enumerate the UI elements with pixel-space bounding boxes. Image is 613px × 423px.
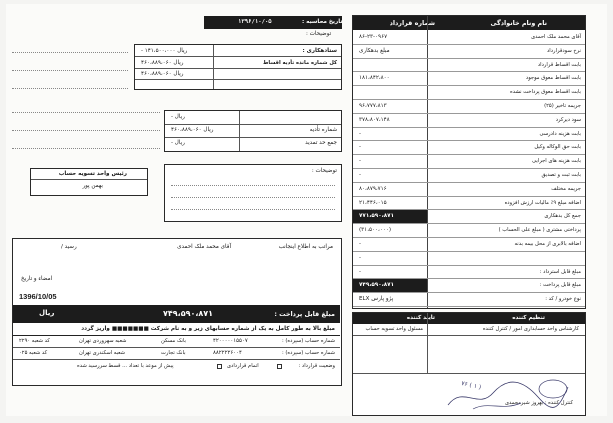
account-1-branch: شعبه سهروردی تهران — [79, 338, 127, 344]
right-row-label: جمع کل بدهکاری — [544, 213, 581, 220]
right-row-value: - — [359, 241, 362, 247]
descriptions-box — [164, 164, 342, 222]
guide-line — [12, 148, 160, 149]
doc-date-value: ۱۳۹۶/۱۰/۰۵ — [238, 19, 272, 25]
summary-box — [134, 44, 342, 90]
mid-value-1: ریال - — [171, 114, 185, 120]
right-row-value: - — [359, 144, 362, 151]
summary-value-3: ریال ۴۶۰،۸۸۹،۰۶۰ — [141, 71, 184, 77]
row-divider — [353, 223, 585, 224]
transfer-instruction: مبلغ بالا به طور کامل به یک از شماره حسابهای زیر و به نام شرکت ■■■■■■■ واریز گردد — [81, 326, 335, 332]
settlement-head-title: رئیس واحد تسویه حساب — [58, 171, 127, 177]
right-row-value: ۲۱،۴۴۶،۰۱۵ — [359, 199, 387, 206]
right-row-label: بابت ثبت و تصدیق — [541, 172, 581, 178]
right-row-label: نرخ سودقرارداد — [547, 47, 581, 54]
account-2-branch: شعبه اسکندری تهران — [79, 350, 125, 356]
client-text: آقای محمد ملک احمدی — [177, 244, 231, 250]
summary-value-1: ریال ۱۴۱،۵۰۰،۰۰۰ - — [141, 48, 188, 54]
right-row-label: اضافه بالابری از محل بیمه بدنه — [514, 241, 581, 247]
right-row-value: - — [359, 130, 362, 137]
row-divider — [353, 306, 585, 307]
mid-label-3: جمع حد تمدید — [305, 140, 337, 146]
status-early-checkbox[interactable] — [217, 364, 222, 369]
right-row-value: - — [359, 254, 362, 261]
guide-line — [12, 70, 128, 71]
row-divider — [353, 58, 585, 59]
guide-line — [12, 112, 160, 113]
account-2-label: شماره حساب (سپرده) : — [282, 350, 335, 356]
sign-table-header — [353, 313, 585, 324]
right-row-value: - — [359, 268, 362, 275]
right-row-label: بابت هزینه های اجرایی — [532, 158, 581, 165]
signature-date: 1396/10/05 — [19, 292, 57, 301]
right-row-label: بابت حق الوکاله وکیل — [534, 144, 581, 151]
right-row-label: آقای محمد ملک احمدی — [531, 34, 581, 40]
guide-line — [12, 130, 160, 131]
row-divider — [353, 140, 585, 141]
right-row-label: بابت هزینه دادرسی — [539, 130, 581, 137]
doc-date-label: تاریخ محاسبه : — [302, 19, 343, 25]
right-row-value: - — [359, 172, 362, 178]
row-divider — [353, 251, 585, 252]
row-divider — [353, 196, 585, 197]
approved-name: مسئول واحد تسویه حساب — [365, 326, 423, 332]
row-divider — [353, 85, 585, 86]
right-row-label: سود دیرکرد — [555, 116, 581, 123]
right-row-value: (۳۱،۵۰۰،۰۰۰) — [359, 227, 392, 234]
row-divider — [353, 99, 585, 100]
account-1-bank: بانک مسکن — [161, 338, 186, 344]
right-row-label: بابت اقساط قرارداد — [537, 61, 581, 68]
status-completed-label: اتمام قراردادی — [227, 363, 259, 369]
summary-label-2: کل شماره مانده تأدیه اقساط — [262, 60, 337, 66]
right-row-value: ۷۷۱،۵۹۰،۸۷۱ — [359, 213, 394, 220]
row-divider — [353, 168, 585, 169]
summary-label-1: ستادهکاری : — [302, 48, 337, 54]
payable-value: ۷۴۹،۵۹۰،۸۷۱ — [163, 309, 214, 318]
sign-table — [352, 312, 586, 416]
approved-by-title: تایید کننده — [406, 315, 435, 321]
mid-box — [164, 110, 342, 152]
prepared-name: کارشناس واحد حسابداری امور / کنترل کننده — [482, 326, 579, 332]
right-row-label: بابت اقساط معوق موجود — [525, 75, 581, 82]
row-divider — [353, 292, 585, 293]
right-row-label: بابت اقساط معوق پرداخت نشده — [510, 89, 581, 96]
contract-status-label: وضعیت قرارداد : — [298, 363, 335, 369]
right-row-value: - — [359, 158, 362, 165]
mid-label-2: شماره تأدیه — [309, 127, 337, 133]
right-row-value: ۱۸۱،۸۴۲،۸۰۰ — [359, 75, 390, 82]
descriptions-label: توضیحات : — [311, 168, 337, 174]
controller-name: کنترل کننده : بهروز شیرمحمدی — [504, 400, 573, 406]
account-1-label: شماره حساب (سپرده) : — [282, 338, 335, 344]
row-divider — [353, 182, 585, 183]
account-2-bank: بانک تجارت — [161, 350, 186, 356]
right-table-header — [353, 16, 585, 30]
status-early-label: پیش از موعد با تعداد ... قسط سررسید شده — [77, 363, 174, 369]
payment-panel — [12, 238, 342, 386]
contract-no-title: شماره قرارداد — [389, 19, 435, 27]
status-completed-checkbox[interactable] — [277, 364, 282, 369]
row-divider — [353, 127, 585, 128]
right-row-label: اضافه مبلغ ۹٪ مالیات ارزش افزوده — [504, 199, 581, 206]
account-2-code: کد شعبه ۰۲۵ — [19, 350, 48, 356]
row-divider — [353, 265, 585, 266]
guide-line — [12, 52, 128, 53]
right-row-value: مبلغ بدهکاری — [359, 47, 390, 54]
handwritten-note: ۷۶ ( ۱ ) — [460, 380, 482, 392]
description-label: توضیحات : — [306, 31, 332, 37]
row-divider — [353, 237, 585, 238]
row-divider — [353, 71, 585, 72]
row-divider — [353, 154, 585, 155]
right-row-value: پژو پارس ELX — [359, 296, 394, 303]
summary-value-2: ریال ۴۶۰،۸۸۹،۰۶۰ — [141, 60, 184, 66]
account-1-number: ۴۲۰۰۰۰۰۱۵۵۰۷ — [213, 338, 248, 344]
right-row-label: جریمه تاخیر (۲۵) — [544, 103, 581, 109]
right-row-label: پرداختی مشتری ( مبلغ علی الحساب ) — [498, 227, 581, 234]
mid-value-2: ریال ۴۶۰،۸۸۹،۰۶۰ — [171, 127, 214, 133]
account-1-code: کد شعبه ۲۲۹۰ — [19, 338, 50, 344]
right-row-value: ۷۴۹،۵۹۰،۸۷۱ — [359, 282, 394, 289]
intro-text: مراتب به اطلاع اینجانب — [278, 244, 333, 250]
row-divider — [353, 44, 585, 45]
right-row-value: ۳۷۸،۸۰۷،۱۴۸ — [359, 116, 390, 123]
mid-value-3: ریال - — [171, 140, 185, 146]
right-row-label: نوع خودرو / کد : — [545, 296, 581, 303]
signature-date-label: امضاء و تاریخ — [21, 276, 53, 282]
right-account-table — [352, 15, 586, 309]
settlement-head-box — [30, 168, 148, 196]
payable-label: مبلغ قابل پرداخت : — [274, 310, 335, 318]
client-name-title: نام ونام خانوادگی — [490, 19, 547, 27]
document-sheet — [6, 4, 607, 416]
received-text: رسید / — [61, 244, 77, 250]
settlement-head-name: بهمن پور — [82, 183, 103, 189]
account-2-number: ۸۸۲۲۲۲۶۰۰۴ — [213, 350, 242, 356]
row-divider — [353, 113, 585, 114]
right-row-label: مبلغ قابل پرداخت : — [539, 282, 581, 289]
right-row-label: مبلغ قابل استرداد : — [539, 268, 581, 275]
prepared-by-title: تنظیم کننده — [512, 315, 545, 321]
currency-label: ریال — [39, 309, 55, 317]
right-row-value: ۸۶-۲۳-۰۹۶۷ — [359, 34, 388, 40]
guide-line — [12, 88, 128, 89]
right-row-value: ۹۶،۷۷۷،۸۱۳ — [359, 103, 387, 109]
right-row-label: جریمه مختلف — [551, 185, 581, 192]
right-row-value: ۸۰،۸۷۹،۷۱۶ — [359, 185, 387, 192]
